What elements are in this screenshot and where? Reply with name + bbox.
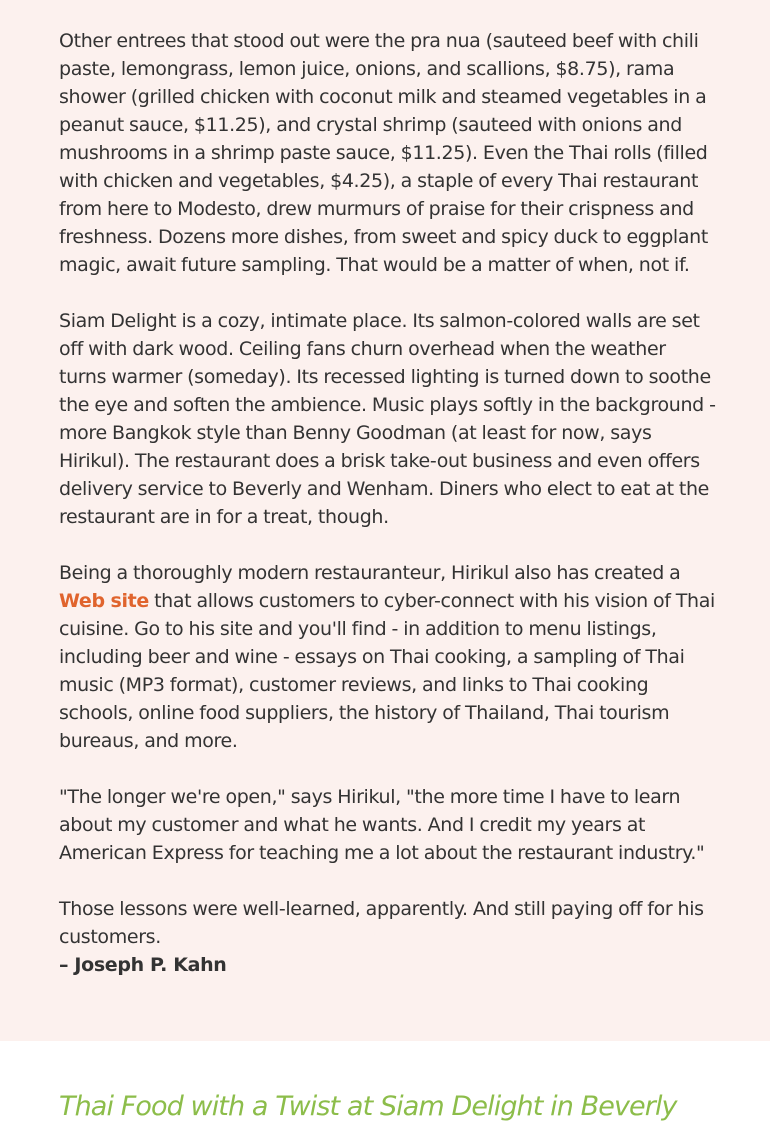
paragraph-web-site-text-before: Being a thoroughly modern restauranteur, Hirikul also has created a [59,562,681,584]
paragraph-entrees: Other entrees that stood out were the pra nua (sauteed beef with chili paste, lemongrass, lemon juice, onions, and scallions, $8.75), rama shower (grilled chicken with coconut milk and steamed vegetables in a peanut sauce, $11.25), and crystal shrimp (sauteed with onions and mushrooms in a shrimp paste sauce, $11.25). Even the Thai rolls (filled with chicken and vegetables, $4.25), a staple of every Thai restaurant from here to Modesto, drew murmurs of praise for their crispness and freshness. Dozens more dishes, from sweet and spicy duck to eggplant magic, await future sampling. That would be a matter of when, not if. [59,30,708,276]
paragraph-web-site [59,559,716,755]
paragraph-web-site-text-after: that allows customers to cyber-connect with his vision of Thai cuisine. Go to his site and you'll find - in addition to menu listings, including beer and wine - essays on Thai cooking, a sampling of Thai music (MP3 format), customer reviews, and links to Thai cooking schools, online food suppliers, the history of Thailand, Thai tourism bureaus, and more. [59,590,715,752]
paragraph-quote: "The longer we're open," says Hirikul, "the more time I have to learn about my customer and what he wants. And I credit my years at American Express for teaching me a lot about the restaurant industry." [59,786,705,864]
web-site-link[interactable]: Web site [59,590,149,612]
author-byline: – Joseph P. Kahn [59,954,227,976]
paragraph-conclusion: Those lessons were well-learned, apparently. And still paying off for his customers. [59,898,704,948]
next-article-title[interactable]: Thai Food with a Twist at Siam Delight in Beverly [59,1091,677,1122]
next-article-section [0,1041,770,1143]
paragraph-ambience: Siam Delight is a cozy, intimate place. Its salmon-colored walls are set off with dark wood. Ceiling fans churn overhead when the weather turns warmer (someday). Its recessed lighting is turned down to soothe the eye and soften the ambience. Music plays softly in the background - more Bangkok style than Benny Goodman (at least for now, says Hirikul). The restaurant does a brisk take-out business and even offers delivery service to Beverly and Wenham. Diners who elect to eat at the restaurant are in for a treat, though. [59,310,716,528]
